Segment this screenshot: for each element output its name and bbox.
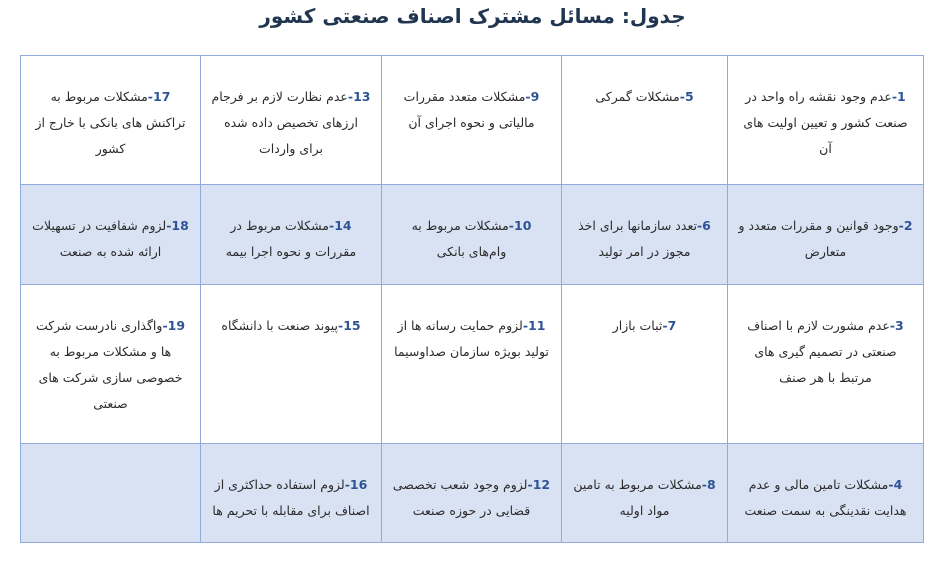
table-cell bbox=[201, 443, 382, 542]
item-number: 2 bbox=[903, 218, 913, 234]
item-separator: - bbox=[166, 218, 172, 234]
table-cell bbox=[728, 185, 924, 284]
table-row bbox=[21, 284, 924, 443]
item-number: 12 bbox=[532, 476, 551, 492]
item-number: 19 bbox=[167, 317, 186, 333]
item-number: 1 bbox=[897, 89, 906, 104]
item-separator: - bbox=[898, 218, 904, 234]
item-text: لزوم شفافیت در تسهیلات ارائه شده به صنعت bbox=[32, 218, 167, 260]
item-separator: - bbox=[679, 89, 685, 104]
table-row bbox=[21, 56, 924, 185]
item-text: مشکلات تامین مالی و عدم هدایت نقدینگی به سمت صنعت bbox=[744, 476, 907, 518]
table-cell bbox=[728, 443, 924, 542]
table-cell bbox=[21, 56, 201, 185]
item-text: پیوند صنعت با دانشگاه bbox=[221, 317, 338, 333]
table-cell bbox=[21, 185, 201, 284]
item-number: 14 bbox=[334, 218, 352, 234]
item-number: 7 bbox=[667, 317, 677, 333]
table-cell bbox=[201, 284, 382, 443]
item-text: مشکلات متعدد مقررات مالیاتی و نحوه اجرای آن bbox=[403, 89, 535, 130]
table-cell bbox=[382, 185, 562, 284]
table-cell bbox=[201, 56, 382, 185]
item-text: عدم نظارت لازم بر فرجام ارزهای تخصیص داده شده برای واردات bbox=[211, 89, 358, 156]
item-separator: - bbox=[701, 476, 707, 492]
item-number: 3 bbox=[895, 317, 904, 333]
item-text: مشکلات مربوط به وام‌های بانکی bbox=[411, 218, 509, 260]
item-number: 16 bbox=[349, 476, 368, 492]
item-separator: - bbox=[696, 218, 703, 234]
item-text: تعدد سازمانها برای اخذ مجوز در امر تولید bbox=[578, 218, 697, 260]
item-text: لزوم وجود شعب تخصصی قضایی در حوزه صنعت bbox=[392, 476, 531, 518]
item-number: 5 bbox=[684, 89, 694, 104]
issues-table bbox=[20, 55, 924, 543]
item-separator: - bbox=[888, 476, 894, 492]
table-cell bbox=[21, 284, 201, 443]
item-text: ثبات بازار bbox=[612, 317, 663, 333]
item-number: 17 bbox=[153, 89, 171, 104]
table-cell bbox=[562, 284, 728, 443]
item-number: 6 bbox=[702, 218, 711, 234]
item-separator: - bbox=[162, 317, 168, 333]
item-number: 4 bbox=[893, 476, 903, 492]
item-separator: - bbox=[329, 218, 335, 234]
table-cell bbox=[562, 56, 728, 185]
table-row bbox=[21, 443, 924, 542]
table-cell bbox=[382, 443, 562, 542]
item-separator: - bbox=[662, 317, 668, 333]
item-number: 13 bbox=[353, 89, 371, 104]
table-cell bbox=[382, 56, 562, 185]
page-title: جدول: مسائل مشترک اصناف صنعتی کشور bbox=[259, 4, 686, 28]
item-number: 10 bbox=[514, 218, 532, 234]
item-separator: - bbox=[337, 317, 344, 333]
item-text: واگذاری نادرست شرکت ها و مشکلات مربوط به خصوصی سازی شرکت های صنعتی bbox=[35, 317, 183, 411]
table-cell bbox=[201, 185, 382, 284]
item-number: 18 bbox=[171, 218, 189, 234]
item-text: عدم مشورت لازم با اصناف صنعتی در تصمیم گیری های مرتبط با هر صنف bbox=[747, 317, 897, 385]
item-number: 9 bbox=[530, 89, 540, 104]
item-separator: - bbox=[508, 218, 514, 234]
item-text: عدم وجود نقشه راه واحد در صنعت کشور و تعیین اولیت های آن bbox=[743, 89, 908, 156]
item-separator: - bbox=[891, 89, 898, 104]
item-separator: - bbox=[522, 317, 529, 333]
item-separator: - bbox=[344, 476, 350, 492]
item-text: مشکلات مربوط در مقررات و نحوه اجرا بیمه bbox=[225, 218, 357, 260]
item-number: 15 bbox=[343, 317, 361, 333]
item-number: 11 bbox=[528, 317, 546, 333]
item-separator: - bbox=[527, 476, 533, 492]
item-separator: - bbox=[889, 317, 896, 333]
item-text: وجود قوانین و مقررات متعدد و متعارض bbox=[738, 218, 899, 260]
table-row bbox=[21, 185, 924, 284]
item-text: مشکلات گمرکی bbox=[595, 89, 680, 104]
item-text: مشکلات مربوط به تراکنش های بانکی با خارج از کشور bbox=[35, 89, 186, 156]
item-number: 8 bbox=[706, 476, 716, 492]
item-text: لزوم استفاده حداکثری از اصناف برای مقابله با تحریم ها bbox=[212, 476, 370, 518]
item-text: لزوم حمایت رسانه ها از تولید بویژه سازمان صداوسیما bbox=[394, 317, 549, 359]
table-cell bbox=[562, 185, 728, 284]
item-separator: - bbox=[347, 89, 354, 104]
table-cell bbox=[562, 443, 728, 542]
table-cell bbox=[728, 56, 924, 185]
table-cell bbox=[382, 284, 562, 443]
item-separator: - bbox=[147, 89, 153, 104]
item-separator: - bbox=[525, 89, 531, 104]
table-cell bbox=[728, 284, 924, 443]
table-cell bbox=[21, 443, 201, 542]
item-text: مشکلات مربوط به تامین مواد اولیه bbox=[573, 476, 702, 518]
